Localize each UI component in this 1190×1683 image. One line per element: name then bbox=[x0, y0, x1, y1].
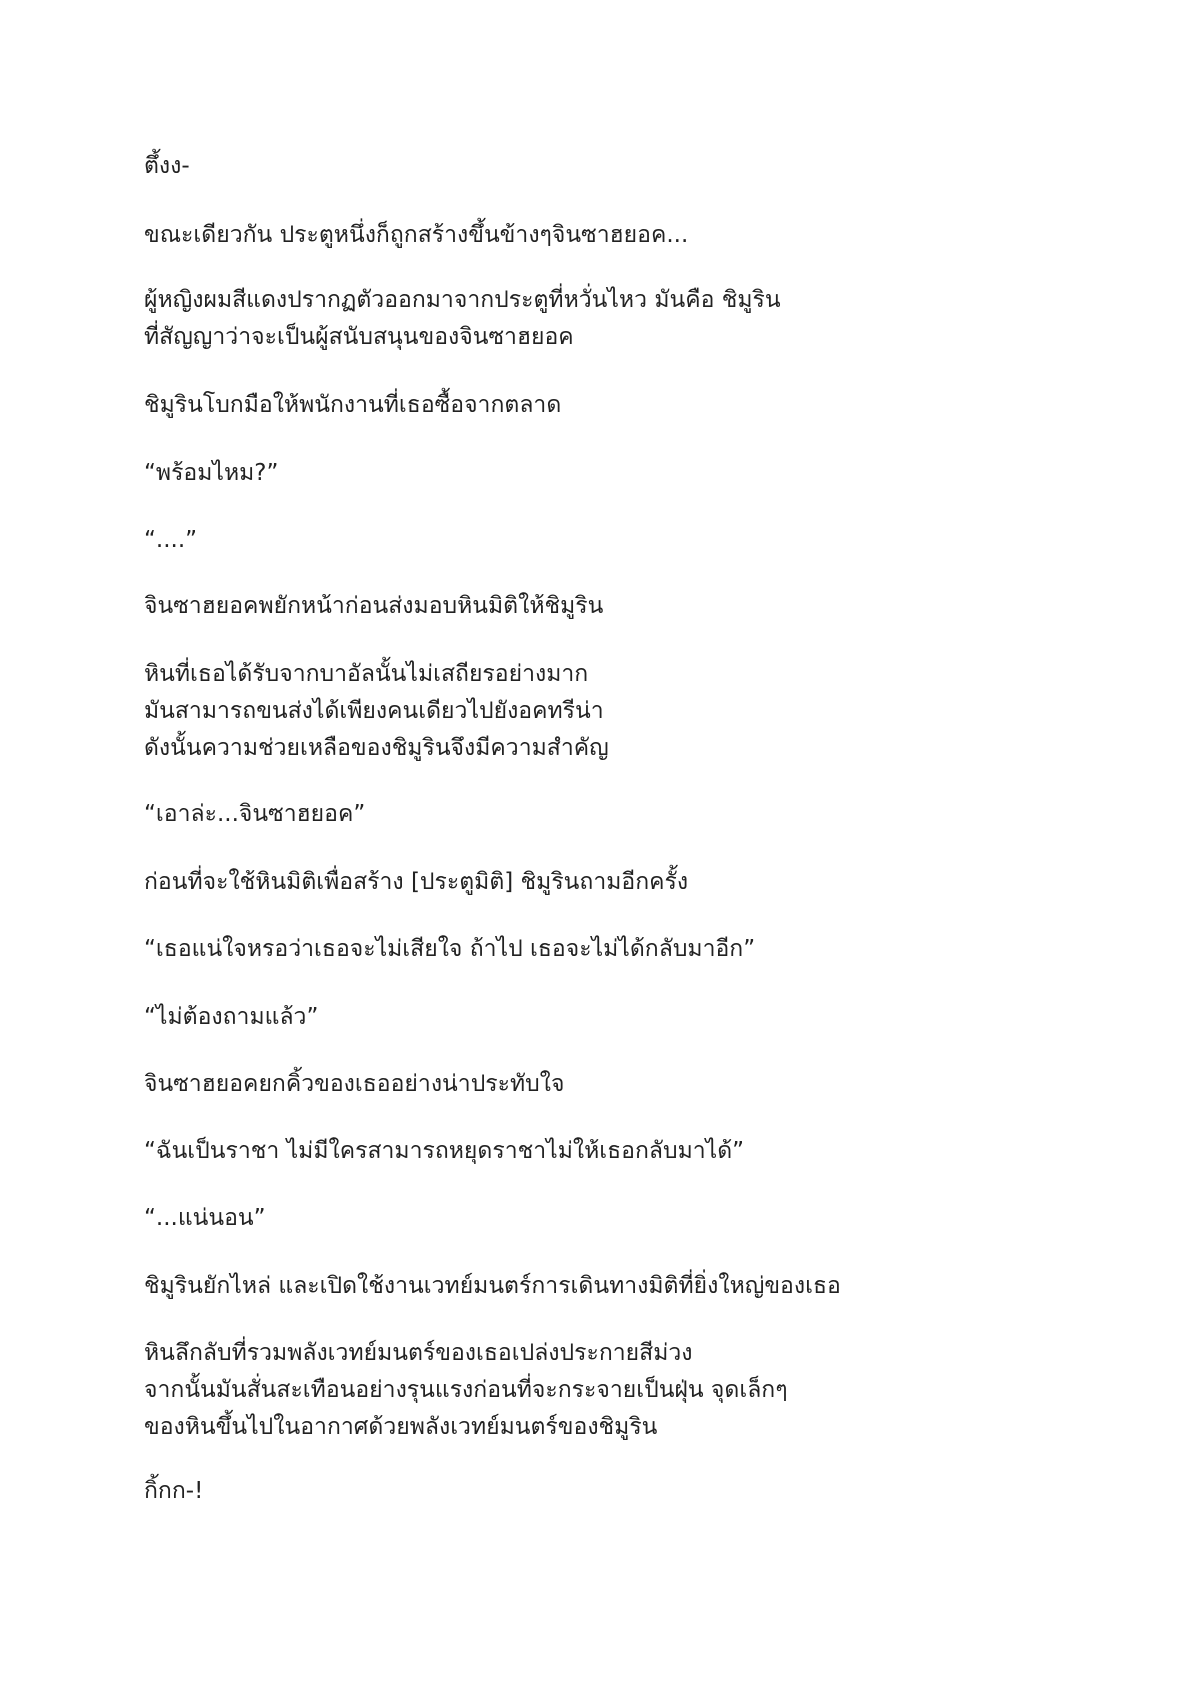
text-line: “เธอแน่ใจหรอว่าเธอจะไม่เสียใจ ถ้าไป เธอจะไม่ได้กลับมาอีก” bbox=[144, 936, 756, 962]
text-line: “เอาล่ะ...จินซาฮยอค” bbox=[144, 801, 366, 827]
text-line: ของหินขึ้นไปในอากาศด้วยพลังเวทย์มนตร์ของชิมูริน bbox=[144, 1414, 658, 1440]
text-line: ขณะเดียวกัน ประตูหนึ่งก็ถูกสร้างขึ้นข้างๆจินซาฮยอค... bbox=[144, 222, 689, 248]
text-line: ชิมูรินโบกมือให้พนักงานที่เธอซื้อจากตลาด bbox=[144, 392, 562, 418]
paragraph-11 bbox=[144, 931, 1104, 968]
text-line: จินซาฮยอคยกคิ้วของเธออย่างน่าประทับใจ bbox=[144, 1071, 565, 1097]
paragraph-15 bbox=[144, 1200, 1104, 1237]
text-line: ที่สัญญาว่าจะเป็นผู้สนับสนุนของจินซาฮยอค bbox=[144, 324, 574, 350]
text-line: “....” bbox=[144, 527, 198, 553]
text-line: หินที่เธอได้รับจากบาอัลนั้นไม่เสถียรอย่างมาก bbox=[144, 661, 589, 687]
paragraph-2 bbox=[144, 217, 1104, 254]
text-line: ก่อนที่จะใช้หินมิติเพื่อสร้าง [ประตูมิติ] ชิมูรินถามอีกครั้ง bbox=[144, 869, 689, 895]
text-line: “พร้อมไหม?” bbox=[144, 460, 279, 486]
text-line: “ฉันเป็นราชา ไม่มีใครสามารถหยุดราชาไม่ให้เธอกลับมาได้” bbox=[144, 1138, 745, 1164]
paragraph-16 bbox=[144, 1268, 1104, 1305]
text-line: จากนั้นมันสั่นสะเทือนอย่างรุนแรงก่อนที่จะกระจายเป็นฝุ่น จุดเล็กๆ bbox=[144, 1377, 788, 1403]
paragraph-12 bbox=[144, 999, 1104, 1036]
text-line: กิ้กก-! bbox=[144, 1478, 204, 1504]
paragraph-9 bbox=[144, 796, 1104, 833]
paragraph-4 bbox=[144, 387, 1104, 424]
paragraph-6 bbox=[144, 522, 1104, 559]
paragraph-18 bbox=[144, 1473, 1104, 1510]
paragraph-10 bbox=[144, 864, 1104, 901]
paragraph-14 bbox=[144, 1133, 1104, 1170]
text-line: ชิมูรินยักไหล่ และเปิดใช้งานเวทย์มนตร์การเดินทางมิติที่ยิ่งใหญ่ของเธอ bbox=[144, 1273, 841, 1299]
paragraph-7 bbox=[144, 588, 1104, 625]
paragraph-5 bbox=[144, 455, 1104, 492]
text-line: ดังนั้นความช่วยเหลือของชิมูรินจึงมีความสำคัญ bbox=[144, 735, 609, 761]
paragraph-8 bbox=[144, 656, 1104, 767]
text-line: จินซาฮยอคพยักหน้าก่อนส่งมอบหินมิติให้ชิมูริน bbox=[144, 593, 604, 619]
text-line: ผู้หญิงผมสีแดงปรากฏตัวออกมาจากประตูที่หวั่นไหว มันคือ ชิมูริน bbox=[144, 287, 781, 313]
text-line: “ไม่ต้องถามแล้ว” bbox=[144, 1004, 319, 1030]
paragraph-1 bbox=[144, 148, 1104, 185]
text-line: มันสามารถขนส่งได้เพียงคนเดียวไปยังอคทรีน่า bbox=[144, 698, 604, 724]
paragraph-3 bbox=[144, 282, 1104, 356]
text-line: หินลึกลับที่รวมพลังเวทย์มนตร์ของเธอเปล่งประกายสีม่วง bbox=[144, 1340, 693, 1366]
paragraph-17 bbox=[144, 1335, 1104, 1446]
text-line: ตึ้งง- bbox=[144, 153, 190, 179]
text-line: “...แน่นอน” bbox=[144, 1205, 266, 1231]
paragraph-13 bbox=[144, 1066, 1104, 1103]
